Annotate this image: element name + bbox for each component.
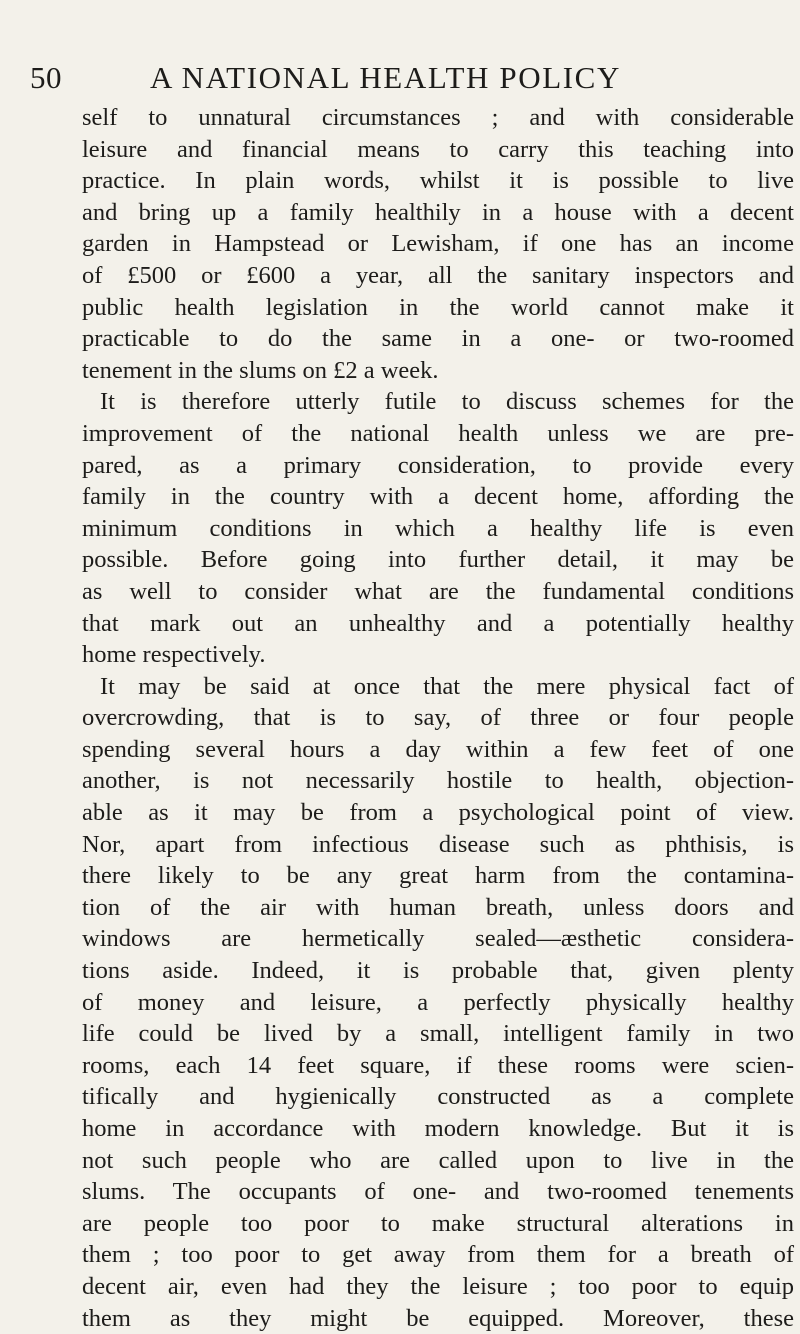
text-line: of money and leisure, a perfectly physically healthy bbox=[82, 988, 794, 1016]
text-line: public health legislation in the world cannot make it bbox=[82, 293, 794, 321]
text-line: Nor, apart from infectious disease such as phthisis, is bbox=[82, 830, 794, 858]
text-line: pared, as a primary consideration, to provide every bbox=[82, 451, 794, 479]
text-line: practice. In plain words, whilst it is possible to live bbox=[82, 167, 794, 195]
text-line: garden in Hampstead or Lewisham, if one has an income bbox=[82, 230, 794, 258]
text-line: overcrowding, that is to say, of three or four people bbox=[82, 704, 794, 732]
text-line: are people too poor to make structural alterations in bbox=[82, 1209, 794, 1237]
text-line: family in the country with a decent home, affording the bbox=[82, 483, 794, 511]
text-line: decent air, even had they the leisure ; too poor to equip bbox=[82, 1272, 794, 1300]
text-line: tifically and hygienically constructed as a complete bbox=[82, 1083, 794, 1111]
text-line: It is therefore utterly futile to discuss schemes for the bbox=[100, 388, 794, 416]
text-line: leisure and financial means to carry this teaching into bbox=[82, 135, 794, 163]
text-line: rooms, each 14 feet square, if these rooms were scien- bbox=[82, 1051, 794, 1079]
text-line: windows are hermetically sealed—æsthetic considera- bbox=[82, 925, 794, 953]
text-line: and bring up a family healthily in a house with a decent bbox=[82, 198, 794, 226]
text-line: practicable to do the same in a one- or two-roomed bbox=[82, 325, 794, 353]
text-line: self to unnatural circumstances ; and with considerable bbox=[82, 104, 794, 131]
text-line: another, is not necessarily hostile to health, objection- bbox=[82, 767, 794, 795]
text-line: as well to consider what are the fundamental conditions bbox=[82, 577, 794, 605]
text-line: tions aside. Indeed, it is probable that, given plenty bbox=[82, 957, 794, 985]
text-line: tenement in the slums on £2 a week. bbox=[82, 356, 439, 384]
text-line: them as they might be equipped. Moreover, these bbox=[82, 1304, 794, 1332]
text-line: able as it may be from a psychological point of view. bbox=[82, 799, 794, 827]
text-line: not such people who are called upon to live in the bbox=[82, 1146, 794, 1174]
text-line: spending several hours a day within a few feet of one bbox=[82, 735, 794, 763]
text-line: improvement of the national health unless we are pre- bbox=[82, 419, 794, 447]
text-line: home in accordance with modern knowledge. But it is bbox=[82, 1115, 794, 1142]
text-line: home respectively. bbox=[82, 641, 266, 669]
text-line: that mark out an unhealthy and a potentially healthy bbox=[82, 609, 794, 637]
text-line: tion of the air with human breath, unless doors and bbox=[82, 893, 794, 921]
text-line: minimum conditions in which a healthy life is even bbox=[82, 514, 794, 542]
text-line: them ; too poor to get away from them for a breath of bbox=[82, 1241, 794, 1269]
text-line: life could be lived by a small, intelligent family in two bbox=[82, 1020, 794, 1048]
text-line: slums. The occupants of one- and two-roomed tenements bbox=[82, 1178, 794, 1206]
running-title: A NATIONAL HEALTH POLICY bbox=[150, 60, 621, 95]
text-line: there likely to be any great harm from the contamina- bbox=[82, 862, 794, 890]
body-text bbox=[82, 102, 794, 1334]
text-line: It may be said at once that the mere physical fact of bbox=[100, 672, 794, 700]
text-line: of £500 or £600 a year, all the sanitary inspectors and bbox=[82, 261, 794, 289]
page-number: 50 bbox=[30, 60, 62, 95]
text-line: possible. Before going into further detail, it may be bbox=[82, 546, 794, 574]
